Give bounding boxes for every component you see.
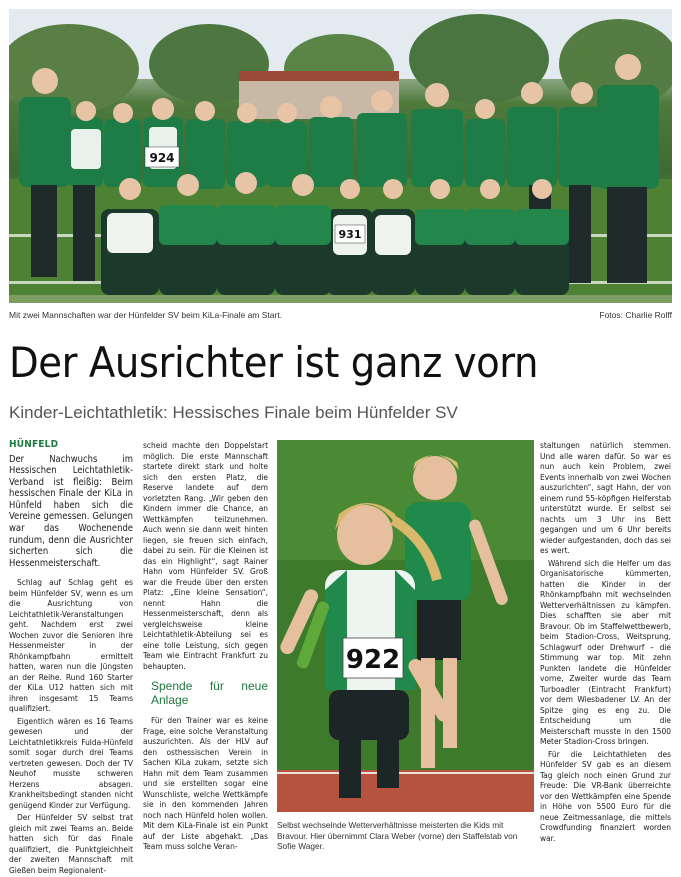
body-paragraph: Für den Trainer war es keine Frage, eine solche Veranstaltung auszurichten. Als der HLV auf den osthessischen Verein in Sachen KiLa zukam, setzte sich Hahn mit dem Team zusammen und sie erstellten sogar eine Wunschliste, welche Wettkämpfe sie in den kommenden Jahren noch nach Hünfeld holen wollen. Mit dem KiLa-Finale ist ein Punkt auf der Liste abgehakt. „Das Team muss solche Veran- bbox=[143, 715, 268, 851]
team-photo-bib-924: 924 bbox=[149, 151, 175, 165]
top-photo-caption-row bbox=[9, 310, 672, 320]
article-column-1 bbox=[9, 440, 133, 877]
body-paragraph: Eigentlich wären es 16 Teams gewesen und der Leichtathletikkreis Fulda-Hünfeld somit sogar durch drei Teams vertreten gewesen. Doch der TV Neuhof musste schweren Herzens absagen. Krankheitsbedingt standen nicht genügend Kinder zur Verfügung. bbox=[9, 715, 133, 810]
runner-photo bbox=[277, 440, 534, 812]
subheadline: Kinder-Leichtathletik: Hessisches Finale beim Hünfelder SV bbox=[9, 403, 458, 422]
article-column-2 bbox=[143, 440, 268, 854]
body-paragraph: Der Hünfelder SV selbst trat gleich mit zwei Teams an. Beide hatten sich für das Finale qualifiziert, die Punktgleichheit der zweiten Mannschaft mit Gießen beim Regionalent- bbox=[9, 812, 133, 875]
runner-bib-number: 922 bbox=[345, 645, 401, 675]
body-paragraph: Schlag auf Schlag geht es beim Hünfelder SV, wenn es um die Ausrichtung von Leichtathletik-Veranstaltungen geht. Nachdem erst zwei Wochen zuvor die Senioren ihre Hessenmeister in der Rhönkampfbahn ermittelt hatten, waren nun die Jüngsten an der Reihe. Rund 160 Starter der KiLa U12 hatten sich mit ihren insgesamt 15 Teams qualifiziert. bbox=[9, 577, 133, 714]
body-paragraph: Für die Leichtathleten des Hünfelder SV gab es an diesem Tag gleich noch einen Grund zur Freude: Die VR-Bank überreichte vor den Wettkämpfen eine Spende in Höhe von 5500 Euro für die neue Zeitmessanlage, die mittels Crowdfunding finanziert worden war. bbox=[540, 748, 671, 843]
article-column-3 bbox=[540, 440, 671, 845]
headline: Der Ausrichter ist ganz vorn bbox=[9, 338, 539, 387]
lead-paragraph: Der Nachwuchs im Hessischen Leichtathletik-Verband ist fleißig: Beim hessischen Finale der KiLa in Hünfeld haben sich die Vereine gemessen. Gelungen war das Wochenende rundum, denn die Ausrichter sicherten sich die Hessenmeisterschaft. bbox=[9, 453, 133, 569]
dateline: HÜNFELD bbox=[9, 439, 59, 450]
runner-photo-illustration bbox=[277, 440, 534, 812]
top-photo-caption: Mit zwei Mannschaften war der Hünfelder SV beim KiLa-Finale am Start. bbox=[9, 310, 283, 320]
section-subhead: Spende für neue Anlage bbox=[151, 679, 268, 707]
team-photo-illustration bbox=[9, 9, 672, 303]
body-paragraph: scheid machte den Doppelstart möglich. Die erste Mannschaft startete direkt stark und holte sich den ersten Platz, die Reserve landete auf dem vorletzten Rang. „Wir geben den Kindern immer die Chance, an Wettkämpfen teilzunehmen. Auch wenn sie dann weit hinten liegen, sie freuen sich einfach, dabei zu sein. Für die Kleinen ist das ein Highlight“, sagt Rainer Hahn vom Hünfelder SV. Groß war die Freude über den ersten Platz: „Eine kleine Sensation“, nennt Hahn die Hessenmeisterschaft, denn als vergleichsweise kleine Leichtathletik-Abteilung sei es eine tolle Leistung, sich gegen Team wie Eintracht Frankfurt zu behaupten. bbox=[143, 440, 268, 671]
runner-photo-caption: Selbst wechselnde Wetterverhältnisse meisterten die Kids mit Bravour. Hier übernimmt Clara Weber (vorne) den Staffelstab von Sofie Wager. bbox=[277, 820, 518, 852]
team-photo-bib-931: 931 bbox=[338, 228, 362, 241]
team-photo bbox=[9, 9, 672, 303]
body-paragraph: staltungen natürlich stemmen. Und alle waren dafür. So war es nun auch kein Problem, zwei Events innerhalb von zwei Wochen auszurichten“, sagt Hahn, der von einem rund 55-köpfigen Helferstab unterstützt wurde. Er selbst sei nachts um 3 Uhr ins Bett gegangen und um 6 Uhr bereits wieder aufgestanden, doch das sei es wert. bbox=[540, 440, 671, 555]
photo-credit: Fotos: Charlie Rolff bbox=[599, 310, 672, 320]
body-paragraph: Während sich die Helfer um das Organisatorische kümmerten, hatten die Kinder in der Rhönkampfbahn mit wechselnden Wetterverhältnissen zu kämpfen. Dies schafften sie aber mit Bravour. Ob im Staffelwettbewerb, beim Stadion-Cross, Weitsprung, Schlagwurf oder Drehwurf – die Stimmung war top. Mit zehn Punkten landete die Hünfelder vorne, Zweiter wurde das Team Turboadler (Eintracht Frankfurt) vor dem Wiesbadener LV. An der Spitze ging es eng zu. Die Entscheidung um die Meisterschaft musste in den 1500 Meter Stadion-Cross bringen. bbox=[540, 557, 671, 746]
